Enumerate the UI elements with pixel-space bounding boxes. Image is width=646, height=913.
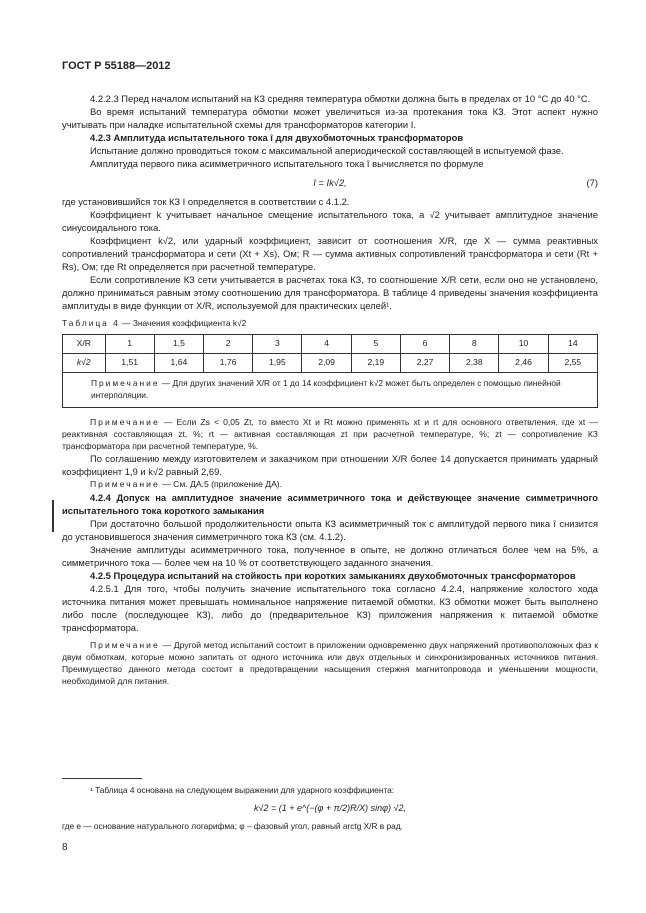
table-cell: 5 [351, 334, 400, 353]
table-cell: 1,76 [204, 353, 253, 372]
table-cell: 2,27 [400, 353, 449, 372]
table-cell: 1,51 [105, 353, 154, 372]
note-zs [62, 416, 598, 453]
change-bar [52, 500, 54, 532]
note-alt-method [62, 639, 598, 688]
formula-7 [62, 171, 598, 195]
paragraph-4-2-5-1: 4.2.5.1 Для того, чтобы получить значение испытательного тока согласно 4.2.4, напряжение холостого хода источника питания может превышать номинальное напряжение питаемой обмотки. КЗ обмотки может быть выполнено либо после (последующее КЗ), либо до (предварительное КЗ) приложения напряжения к питаемой обмотке трансформатора. [62, 583, 598, 634]
paragraph-asym-current: При достаточно большой продолжительности опыта КЗ асимметричный ток с амплитудой первого пика î снизится до установившегося значения симметричного тока КЗ (см. 4.1.2). [62, 517, 598, 542]
paragraph-winding-temp: Во время испытаний температура обмотки может увеличиться из-за протекания тока КЗ. Этот аспект нужно учитывать при наладке испытательной схемы для трансформаторов категории I. [62, 106, 598, 131]
paragraph-steady-current: где установившийся ток КЗ I определяется в соответствии с 4.1.2. [62, 195, 350, 207]
table-cell: 4 [302, 334, 351, 353]
note-da5-text: — См. ДА.5 (приложение ДА). [159, 479, 283, 490]
formula-7-number: (7) [586, 176, 598, 188]
document-header: ГОСТ Р 55188—2012 [62, 60, 171, 72]
table-cell: 8 [450, 334, 499, 353]
main-text [62, 92, 598, 687]
table-note [63, 372, 598, 407]
table-cell: 2,38 [450, 353, 499, 372]
table-row-xr [63, 334, 598, 353]
table-cell: 2,09 [302, 353, 351, 372]
paragraph-test-current: Испытание должно проводиться током с максимальной апериодической составляющей в испытуемой фазе. [90, 145, 564, 157]
table-cell: 1,64 [154, 353, 203, 372]
table-cell: 3 [253, 334, 302, 353]
paragraph-coefficient-k: Коэффициент k учитывает начальное смещение испытательного тока, а √2 учитывает амплитудное значение синусоидального тока. [62, 208, 598, 233]
footnote-separator [62, 778, 142, 779]
formula-7-expression: î = Ik√2, [313, 176, 347, 188]
table-cell: 6 [400, 334, 449, 353]
table-cell: 14 [548, 334, 597, 353]
table-note-text: — Для других значений X/R от 1 до 14 коэффициент k√2 может быть определен с помощью линейной интерполяции. [91, 377, 561, 400]
table-4 [62, 334, 598, 408]
table-cell: 1,95 [253, 353, 302, 372]
table-note-label: Примечание [91, 377, 160, 388]
table-row-k [63, 353, 598, 372]
table-4-caption-text: — Значения коэффициента k√2 [119, 318, 247, 329]
table-cell: 1,5 [154, 334, 203, 353]
table-cell: 2 [204, 334, 253, 353]
paragraph-4-2-2-3: 4.2.2.3 Перед началом испытаний на КЗ средняя температура обмотки должна быть в пределах от 10 °С до 40 °С. [90, 93, 591, 104]
footnote [62, 784, 598, 832]
table-cell: 10 [499, 334, 548, 353]
paragraph-peak-amplitude: Амплитуда первого пика асимметричного испытательного тока î вычисляется по формуле [90, 158, 484, 170]
paragraph-peak-factor: Коэффициент k√2, или ударный коэффициент, зависит от соотношения X/R, где X — сумма реактивных сопротивлений трансформатора и сети (Xt + Xs), Ом; R — сумма активных сопротивлений трансформатора и сети (Rt + Rs), Ом; где Rt определяется при расчетной температуре. [62, 234, 598, 273]
note-zs-label: Примечание [90, 416, 160, 427]
heading-4-2-3: 4.2.3 Амплитуда испытательного тока î для двухобмоточных трансформаторов [90, 132, 464, 144]
footnote-line-1: ¹ Таблица 4 основана на следующем выражении для ударного коэффициента: [90, 785, 395, 795]
table-4-caption-label: Таблица 4 [62, 318, 120, 329]
table-cell: 2,19 [351, 353, 400, 372]
page-number: 8 [62, 842, 68, 853]
note-da5-label: Примечание [90, 479, 160, 490]
note-alt-method-text: — Другой метод испытаний состоит в приложении одновременно двух напряжений противоположных фаз к двум обмоткам, которые можно запитать от одного источника или двух отдельных и синхронизированных источников питания. Преимущество данного метода состоит в предотвращении насыщения стержня магнитопровода и уменьшении мощности, необходимой для питания. [62, 639, 598, 687]
footnote-line-2: где e — основание натурального логарифма; φ – фазовый угол, равный arctg X/R в рад. [62, 821, 403, 831]
table-cell: 2,46 [499, 353, 548, 372]
table-cell: 2,55 [548, 353, 597, 372]
heading-4-2-5: 4.2.5 Процедура испытаний на стойкость при коротких замыканиях двухобмоточных трансформаторов [90, 570, 576, 582]
note-zs-text: — Если Zs < 0,05 Zt, то вместо Xt и Rt можно применять xt и rt для основного ответвления, где xt — реактивная составляющая zt, %; rt — активная составляющая zt при расчетной температуре, %; zt — сопротивление КЗ трансформатора при расчетной температуре, %. [62, 416, 598, 451]
heading-4-2-4: 4.2.4 Допуск на амплитудное значение асимметричного тока и действующее значение симметричного испытательного тока короткого замыкания [62, 491, 598, 516]
note-da5 [62, 478, 598, 490]
table-row-note [63, 372, 598, 407]
note-alt-method-label: Примечание [90, 639, 160, 650]
paragraph-network-xr: Если сопротивление КЗ сети учитывается в расчетах тока КЗ, то соотношение X/R сети, если оно не установлено, должно приниматься равным этому соотношению для трансформатора. В таблице 4 приведены значения коэффициента амплитуды в виде функции от X/R, используемой для практических целей¹. [62, 274, 598, 312]
table-4-caption [62, 317, 598, 330]
paragraph-tolerance: Значение амплитуды асимметричного тока, полученное в опыте, не должно отличаться более чем на 5%, а симметричного тока — более чем на 10 % от соответствующего заданного значения. [62, 543, 598, 568]
table-cell: 1 [105, 334, 154, 353]
table-head-xr: X/R [63, 334, 106, 353]
footnote-formula: k√2 = (1 + e^(−(φ + π/2)R/X) sinφ) √2, [254, 803, 406, 813]
paragraph-agreement: По соглашению между изготовителем и заказчиком при отношении X/R более 14 допускается принимать ударный коэффициент 1,9 и k√2 равный 2,69. [62, 453, 598, 478]
table-head-k: k√2 [63, 353, 106, 372]
